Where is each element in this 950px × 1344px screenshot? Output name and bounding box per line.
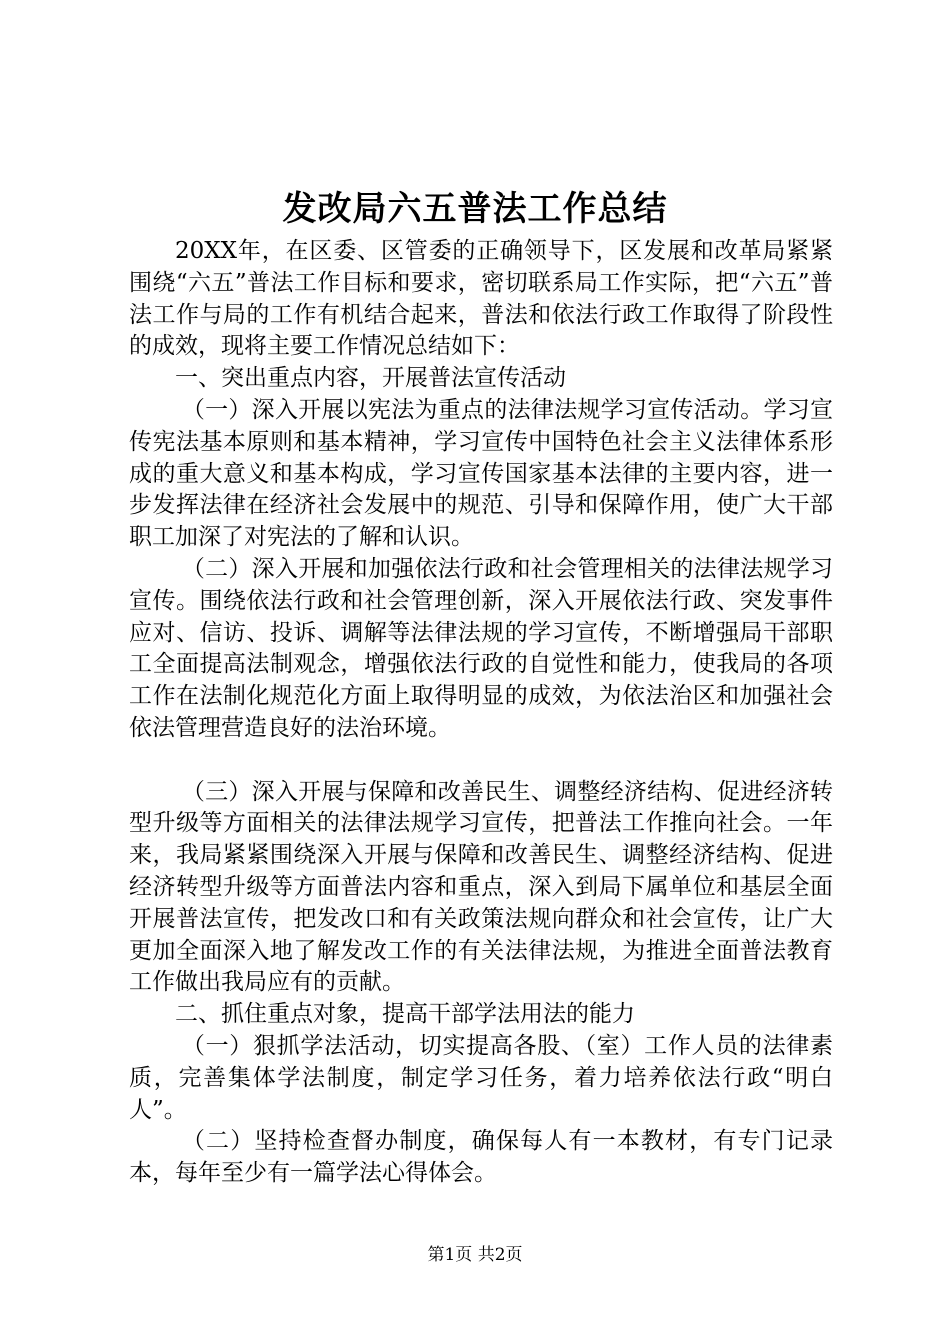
section-heading-1: 一、突出重点内容，开展普法宣传活动: [175, 365, 566, 392]
document-title: 发改局六五普法工作总结: [282, 189, 668, 229]
blank-line: [129, 745, 833, 777]
section-1-item-1: （一）深入开展以宪法为重点的法律法规学习宣传活动。学习宣传宪法基本原则和基本精神，学习宣传中国特色社会主义法律体系形成的重大意义和基本构成，学习宣传国家基本法律的主要内容，进一步发挥法律在经济社会发展中的规范、引导和保障作用，使广大干部职工加深了对宪法的了解和认识。: [129, 396, 833, 551]
section-2-item-2: （二）坚持检查督办制度，确保每人有一本教材，有专门记录本，每年至少有一篇学法心得体会。: [129, 1128, 833, 1187]
section-heading-2: 二、抓住重点对象，提高干部学法用法的能力: [175, 1001, 635, 1028]
section-2-item-1: （一）狠抓学法活动，切实提高各股、（室）工作人员的法律素质，完善集体学法制度，制定学习任务，着力培养依法行政“明白人”。: [129, 1032, 833, 1123]
intro-paragraph: 20XX年，在区委、区管委的正确领导下，区发展和改革局紧紧围绕“六五”普法工作目标和要求，密切联系局工作实际，把“六五”普法工作与局的工作有机结合起来，普法和依法行政工作取得了阶段性的成效，现将主要工作情况总结如下：: [129, 238, 833, 360]
document-body: [129, 236, 833, 1190]
page-footer: 第1页 共2页: [427, 1245, 523, 1265]
section-1-item-2: （二）深入开展和加强依法行政和社会管理相关的法律法规学习宣传。围绕依法行政和社会管理创新，深入开展依法行政、突发事件应对、信访、投诉、调解等法律法规的学习宣传，不断增强局干部职工全面提高法制观念，增强依法行政的自觉性和能力，使我局的各项工作在法制化规范化方面上取得明显的成效，为依法治区和加强社会依法管理营造良好的法治环境。: [129, 555, 833, 741]
section-1-item-3: （三）深入开展与保障和改善民生、调整经济结构、促进经济转型升级等方面相关的法律法规学习宣传，把普法工作推向社会。一年来，我局紧紧围绕深入开展与保障和改善民生、调整经济结构、促进经济转型升级等方面普法内容和重点，深入到局下属单位和基层全面开展普法宣传，把发改口和有关政策法规向群众和社会宣传，让广大更加全面深入地了解发改工作的有关法律法规，为推进全面普法教育工作做出我局应有的贡献。: [129, 778, 833, 996]
